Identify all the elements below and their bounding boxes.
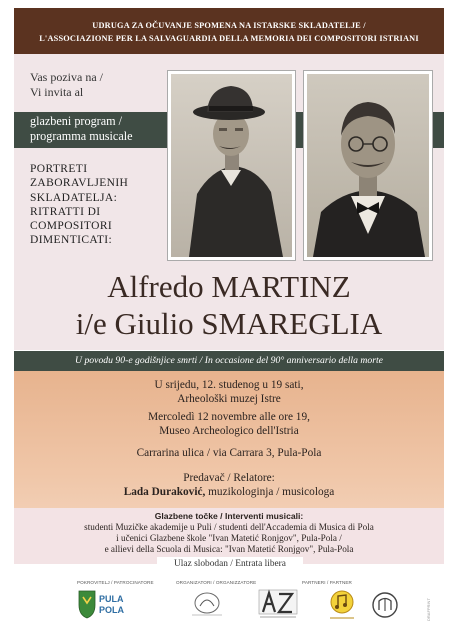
composer-title-line-2: i/e Giulio SMAREGLIA <box>75 306 383 341</box>
event-date-it <box>14 411 444 438</box>
az-logo <box>258 589 298 621</box>
event-date-hr <box>14 379 444 406</box>
music-performers-line: e allievi della Scuola di Musica: "Ivan Matetić Ronjgov", Pula-Pola <box>104 544 354 554</box>
portrait-smareglia-image <box>307 74 429 257</box>
partner-logo-1 <box>327 589 357 621</box>
free-entry-note: Ulaz slobodan / Entrata libera <box>157 557 303 571</box>
subtitle-line: COMPOSITORI <box>30 220 113 233</box>
subtitle-line: DIMENTICATI: <box>30 234 113 247</box>
event-address: Carrarina ulica / via Carrara 3, Pula-Pola <box>136 447 322 459</box>
lecturer-line <box>14 485 444 499</box>
portrait-martinz <box>168 71 295 260</box>
program-title <box>30 114 133 144</box>
svg-text:POLA: POLA <box>99 605 125 615</box>
lecturer-heading: Predavač / Relatore: <box>183 472 275 484</box>
pula-logo-text: PULA <box>99 594 124 604</box>
subtitle-line: RITRATTI DI <box>30 205 101 218</box>
organization-name-hr: UDRUGA ZA OČUVANJE SPOMENA NA ISTARSKE SKLADATELJE / <box>92 21 366 30</box>
invitation-text <box>30 70 103 100</box>
anniversary-band: U povodu 90-e godišnjice smrti / In occasione del 90° anniversario della morte <box>14 351 444 371</box>
organizer-logo <box>184 590 230 618</box>
subtitle-line: PORTRETI <box>30 163 88 175</box>
event-datetime-hr: U srijedu, 12. studenog u 19 sati, <box>154 379 304 391</box>
lecturer-role: muzikologinja / musicologa <box>205 486 335 498</box>
music-heading: Glazbene točke / Interventi musicali: <box>154 511 304 521</box>
program-subtitle <box>30 162 128 248</box>
printer-mark: DRAFPRINT <box>426 598 431 621</box>
partner-label: PARTNERI / PARTNER <box>302 580 352 585</box>
music-performers-line: i učenici Glazbene škole "Ivan Matetić Ronjgov", Pula-Pola / <box>116 533 342 543</box>
partner-circle-emblem-icon <box>370 590 400 620</box>
event-venue-hr: Arheološki muzej Istre <box>177 392 281 405</box>
composer-title-line-1: Alfredo MARTINZ <box>107 269 351 304</box>
organization-name-it: L'ASSOCIAZIONE PER LA SALVAGUARDIA DELLA MEMORIA DEI COMPOSITORI ISTRIANI <box>39 34 419 43</box>
partner-music-emblem-icon <box>327 589 357 621</box>
event-venue-it: Museo Archeologico dell'Istria <box>159 424 299 437</box>
composer-association-emblem-icon <box>184 590 230 618</box>
organizer-label: ORGANIZATORI / ORGANIZZATORE <box>176 580 257 585</box>
city-pula-logo <box>77 589 125 619</box>
invitation-line-it: Vi invita al <box>30 85 84 99</box>
music-performers-line: studenti Muzičke akademije u Puli / studenti dell'Accademia di Musica di Pola <box>84 522 374 532</box>
program-title-it: programma musicale <box>30 129 133 143</box>
portrait-smareglia <box>304 71 432 260</box>
subtitle-line: ZABORAVLJENIH <box>30 177 129 190</box>
lecturer-name: Lada Duraković, <box>123 486 206 498</box>
pula-coat-of-arms-icon <box>77 589 125 619</box>
portrait-martinz-image <box>171 74 292 257</box>
az-letters-icon <box>258 589 298 621</box>
partner-logo-2 <box>370 590 400 620</box>
program-title-hr: glazbeni program / <box>30 114 123 128</box>
subtitle-line: SKLADATELJA: <box>30 191 118 204</box>
patron-label: POKROVITELJ / PATROCINATORE <box>77 580 154 585</box>
invitation-line-hr: Vas poziva na / <box>30 70 103 84</box>
organization-header <box>14 8 444 54</box>
event-datetime-it: Mercoledì 12 novembre alle ore 19, <box>148 411 310 423</box>
